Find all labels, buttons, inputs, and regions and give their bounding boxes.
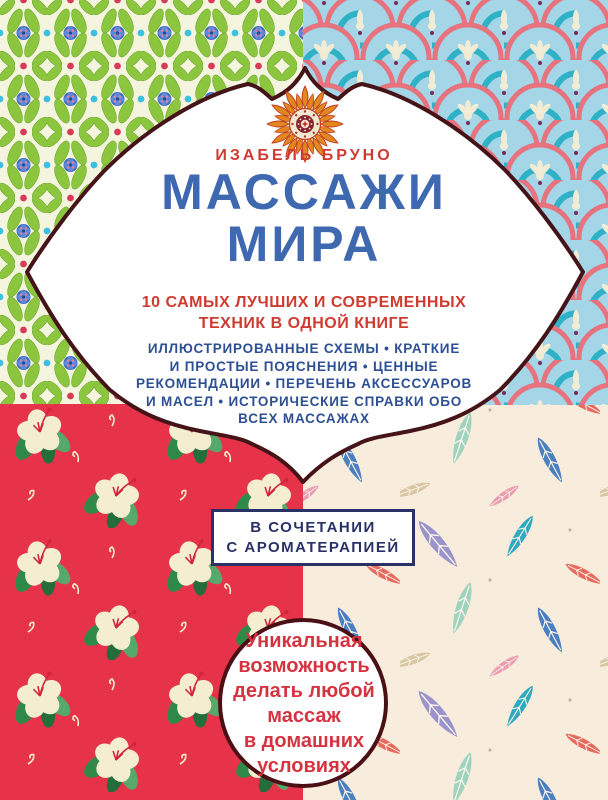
title-line-2: МИРА [226, 216, 382, 272]
circle-line: делать любой [233, 680, 375, 702]
features-line: РЕКОМЕНДАЦИИ • ПЕРЕЧЕНЬ АКСЕССУАРОВ [135, 376, 473, 391]
book-title [0, 166, 608, 270]
circle-line: Уникальная [245, 630, 363, 652]
badge-line-1: В СОЧЕТАНИИ [250, 518, 376, 536]
circle-line: условиях [257, 755, 351, 777]
highlight-circle-text [0, 629, 608, 779]
circle-line: возможность [238, 655, 370, 677]
badge-line-2: С АРОМАТЕРАПИЕЙ [226, 538, 400, 556]
author-name: ИЗАБЕЛЬ БРУНО [215, 147, 393, 164]
title-line-1: МАССАЖИ [161, 164, 447, 220]
subtitle-line-2: ТЕХНИК В ОДНОЙ КНИГЕ [198, 315, 410, 332]
features-list [0, 340, 608, 428]
subtitle-line-1: 10 САМЫХ ЛУЧШИХ И СОВРЕМЕННЫХ [141, 294, 467, 311]
features-line: И МАСЕЛ • ИСТОРИЧЕСКИЕ СПРАВКИ ОБО [145, 393, 463, 409]
features-line: ИЛЛЮСТРИРОВАННЫЕ СХЕМЫ • КРАТКИЕ [147, 341, 461, 356]
circle-line: массаж [267, 705, 341, 727]
aromatherapy-badge [211, 509, 415, 566]
features-line: ВСЕХ МАССАЖАХ [238, 411, 370, 426]
subtitle [0, 292, 608, 334]
features-line: И ПРОСТЫЕ ПОЯСНЕНИЯ • ЦЕННЫЕ [169, 358, 439, 374]
circle-line: в домашних [243, 730, 365, 752]
